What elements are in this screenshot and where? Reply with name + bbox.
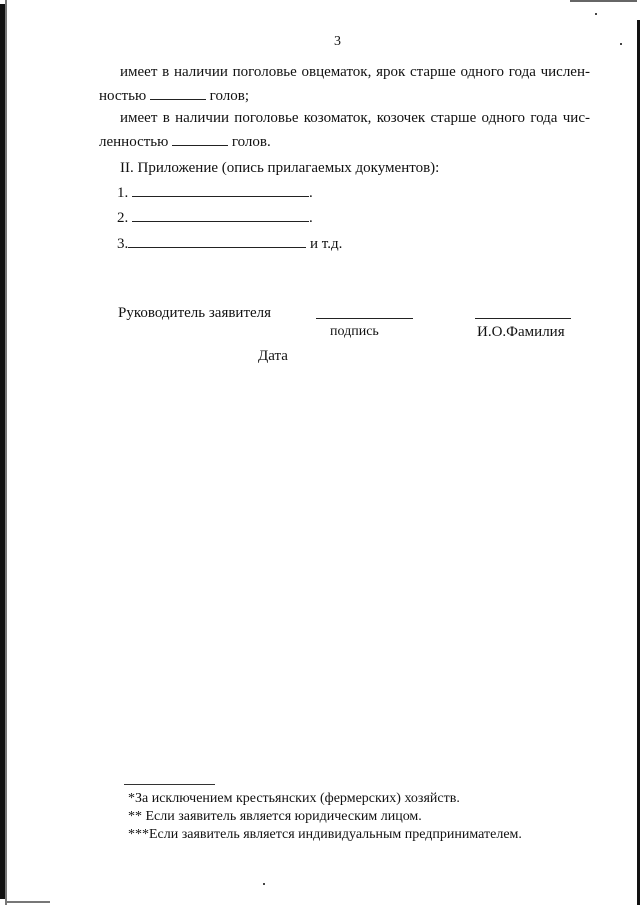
- appendix-item-1-field[interactable]: [132, 183, 309, 197]
- paragraph-2-line-1: имеет в наличии поголовье козоматок, козочек старше одного года чис-: [120, 110, 590, 126]
- appendix-item-3-field[interactable]: [128, 234, 306, 248]
- sheep-count-field[interactable]: [150, 86, 206, 100]
- scan-edge-left-inner: [5, 0, 7, 905]
- signature-line[interactable]: [316, 318, 413, 319]
- appendix-item-number: 1.: [117, 185, 129, 201]
- paragraph-1-line-1: имеет в наличии поголовье овцематок, ярок старше одного года числен-: [120, 64, 590, 80]
- footnote-2: ** Если заявитель является юридическим лицом.: [128, 809, 422, 824]
- paragraph-2-prefix: ленностью: [99, 134, 169, 150]
- scan-speck: [620, 43, 622, 45]
- paragraph-1-prefix: ностью: [99, 88, 147, 104]
- paragraph-2-suffix: голов.: [231, 134, 271, 150]
- appendix-item-2: [117, 208, 313, 227]
- scan-speck: [595, 13, 597, 15]
- appendix-item-1: [117, 183, 313, 202]
- scan-edge-top: [570, 0, 637, 2]
- appendix-item-3: [117, 234, 342, 253]
- footnote-1: *За исключением крестьянских (фермерских) хозяйств.: [128, 791, 460, 806]
- paragraph-1-line-2: [99, 86, 569, 105]
- name-line[interactable]: [475, 318, 571, 319]
- scan-speck: [263, 883, 265, 885]
- appendix-heading: II. Приложение (опись прилагаемых документов):: [120, 160, 440, 176]
- date-label: Дата: [258, 348, 288, 364]
- appendix-item-end: .: [309, 210, 313, 226]
- scan-edge-bottom: [5, 901, 50, 903]
- footnote-separator: [124, 784, 215, 785]
- paragraph-2-line-2: [99, 132, 569, 151]
- goat-count-field[interactable]: [172, 132, 228, 146]
- appendix-item-end: .: [309, 185, 313, 201]
- signature-label: подпись: [330, 324, 379, 339]
- appendix-item-2-field[interactable]: [132, 208, 309, 222]
- appendix-item-number: 3.: [117, 236, 129, 252]
- name-label: И.О.Фамилия: [477, 324, 565, 340]
- paragraph-1-suffix: голов;: [209, 88, 249, 104]
- page-number: 3: [334, 34, 341, 49]
- signature-role: Руководитель заявителя: [118, 305, 272, 321]
- appendix-item-number: 2.: [117, 210, 129, 226]
- footnote-3: ***Если заявитель является индивидуальным предпринимателем.: [128, 827, 522, 842]
- appendix-item-end: и т.д.: [310, 236, 343, 252]
